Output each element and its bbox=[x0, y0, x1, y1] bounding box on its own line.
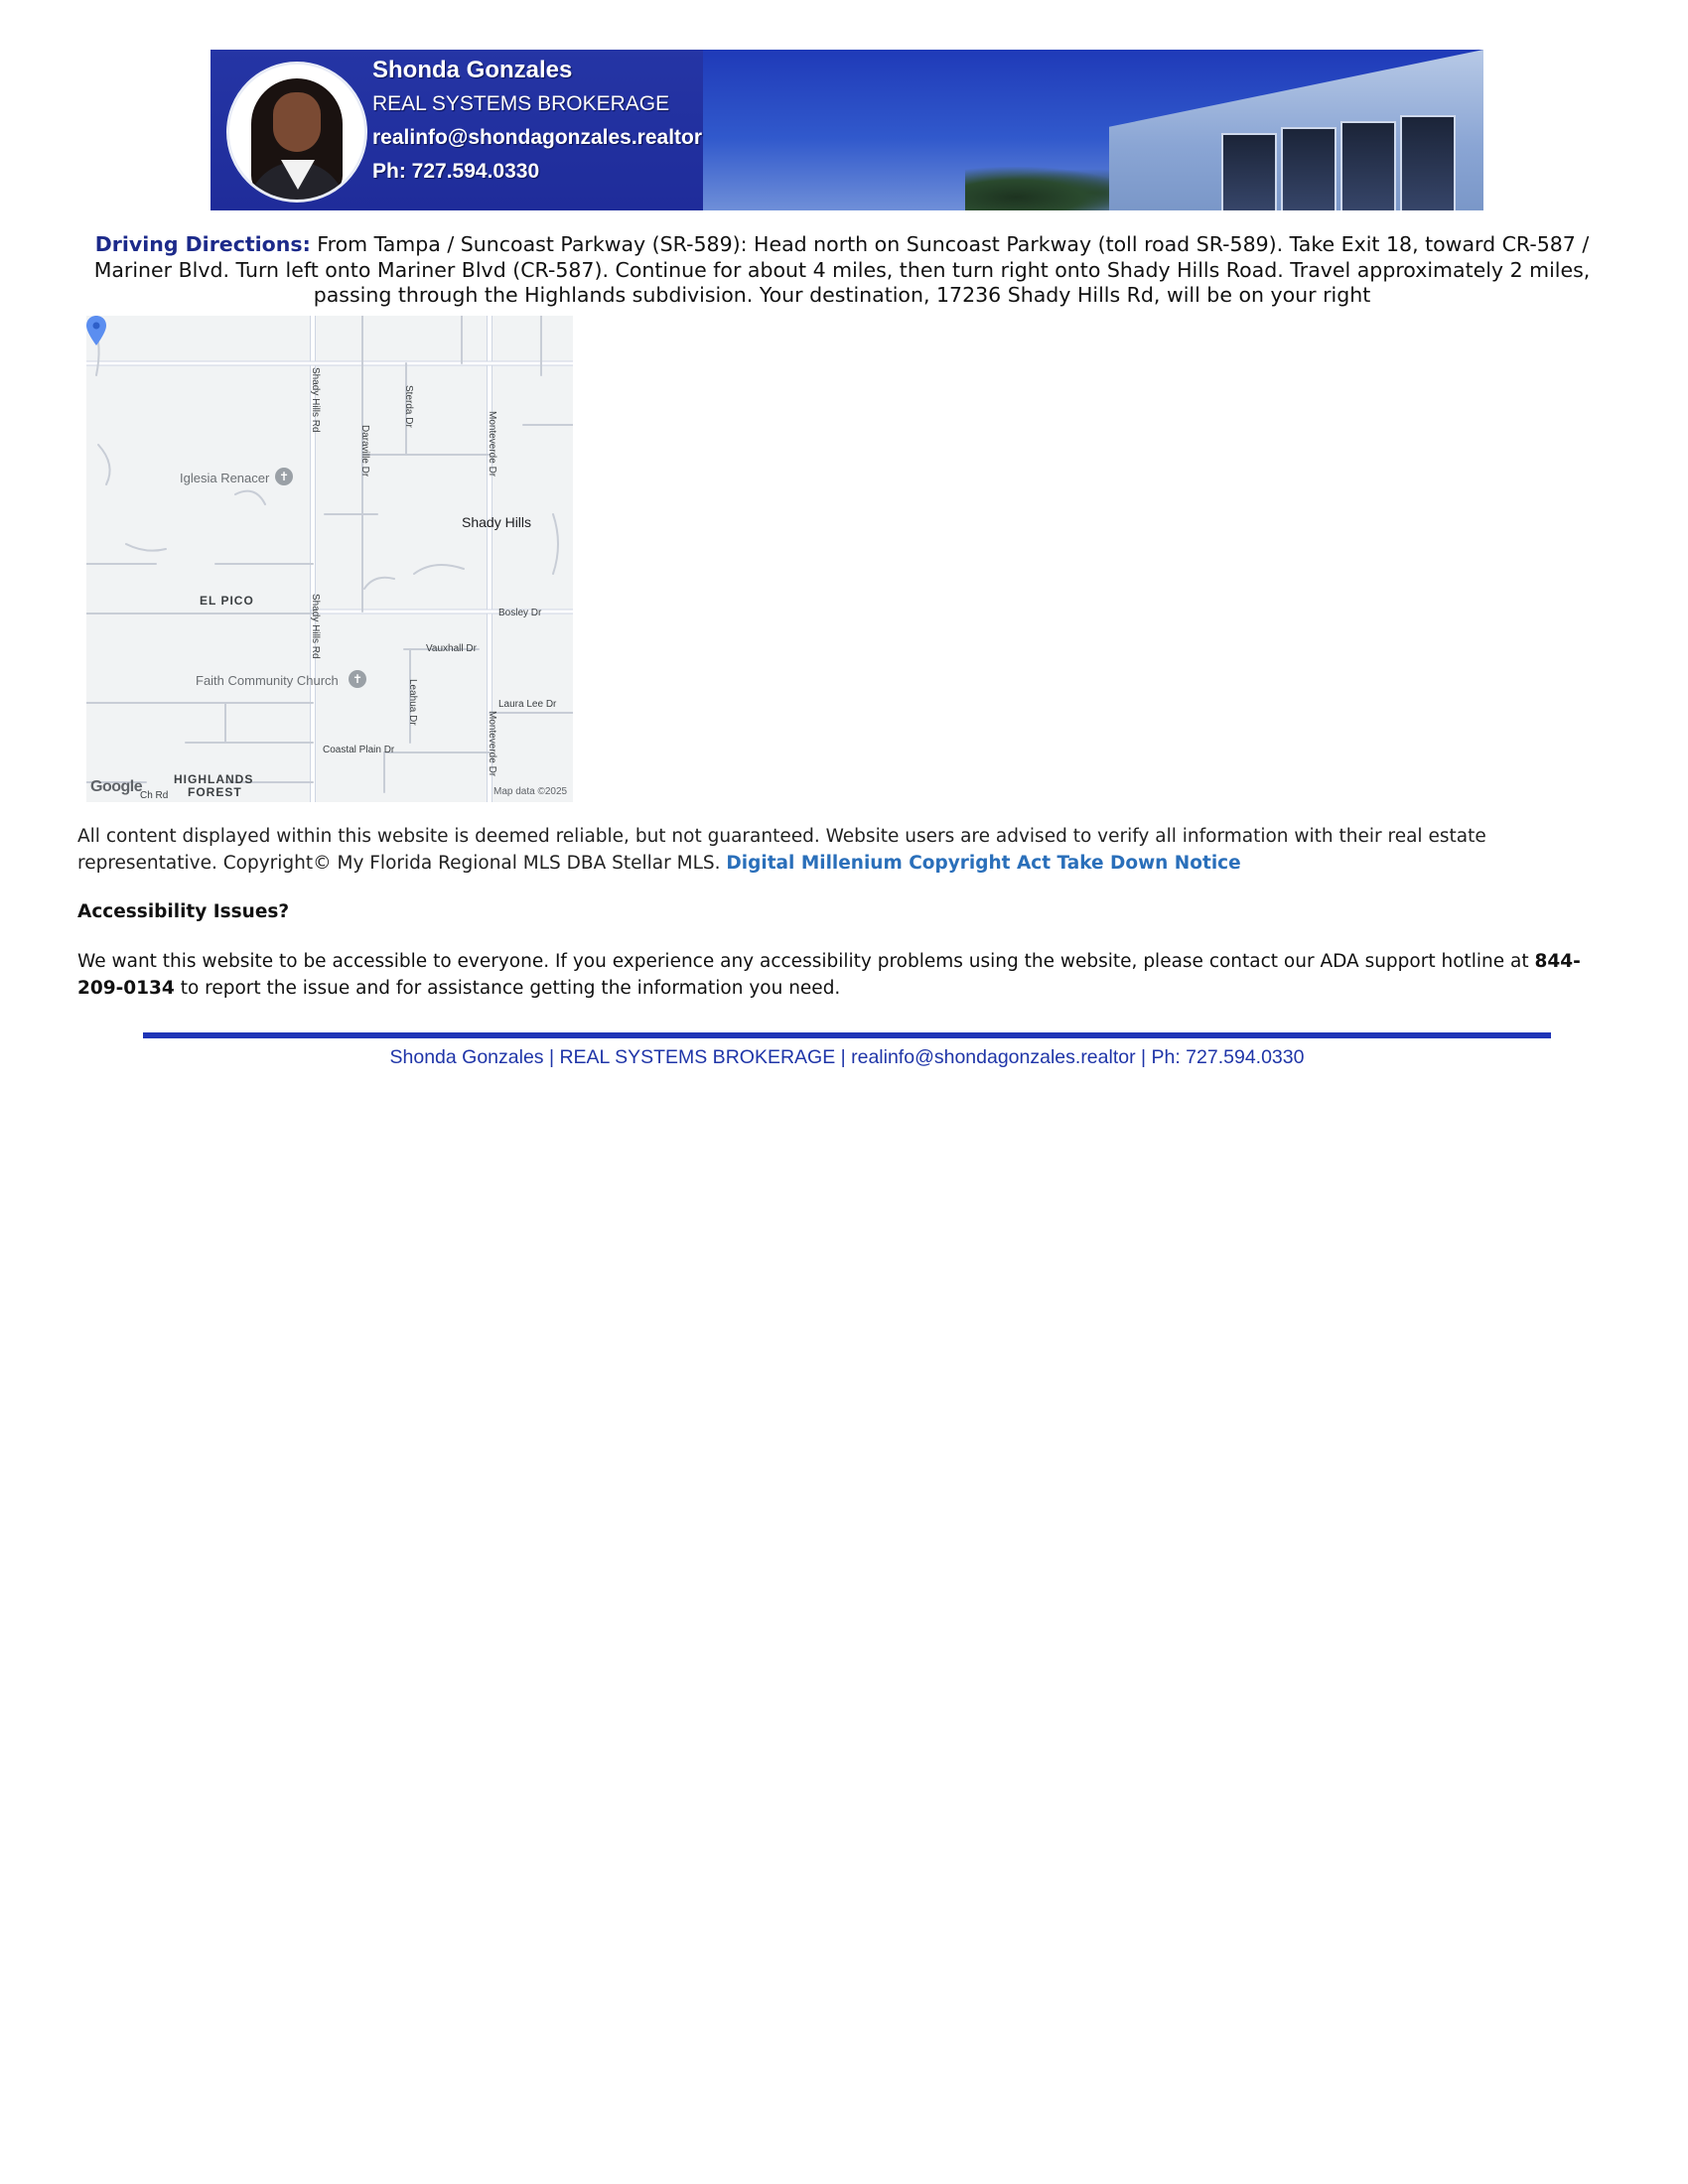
church-icon[interactable]: ✝ bbox=[275, 468, 293, 485]
banner-building-window bbox=[1281, 127, 1336, 210]
map-street-bottom-left: Ch Rd bbox=[140, 790, 169, 801]
map-poi-iglesia-renacer[interactable]: Iglesia Renacer bbox=[180, 471, 270, 485]
map-street-vauxhall: Vauxhall Dr bbox=[426, 643, 477, 654]
map-area-highlands: HIGHLANDS bbox=[174, 772, 254, 786]
map-street-sterda: Sterda Dr bbox=[403, 385, 414, 428]
mls-disclaimer bbox=[77, 824, 1587, 877]
footer-contact: Shonda Gonzales | REAL SYSTEMS BROKERAGE | realinfo@shondagonzales.realtor | Ph: 727.594.0330 bbox=[389, 1046, 1305, 1068]
driving-directions bbox=[77, 232, 1607, 309]
agent-avatar bbox=[226, 62, 367, 203]
banner-building-window bbox=[1221, 133, 1277, 210]
map-street-shady-hills-top: Shady Hills Rd bbox=[310, 367, 321, 433]
accessibility-text-before: We want this website to be accessible to everyone. If you experience any accessibility problems using the website, please contact our ADA support hotline at bbox=[77, 951, 1529, 972]
map-street-monteverde-bottom: Monteverde Dr bbox=[487, 711, 497, 777]
location-pin-icon[interactable] bbox=[86, 316, 106, 345]
map-roads bbox=[86, 316, 573, 802]
agent-name: Shonda Gonzales bbox=[372, 57, 573, 83]
map-street-daraville: Daraville Dr bbox=[359, 425, 370, 478]
map-poi-faith-community-church[interactable]: Faith Community Church bbox=[196, 673, 339, 688]
map-street-monteverde-top: Monteverde Dr bbox=[487, 411, 497, 478]
ada-hotline-number[interactable]: 844-209-0134 bbox=[77, 951, 1581, 999]
agent-contact-block bbox=[372, 54, 702, 189]
location-map[interactable] bbox=[86, 316, 573, 802]
driving-directions-label: Driving Directions: bbox=[94, 232, 311, 256]
map-attribution: Map data ©2025 bbox=[493, 786, 568, 797]
accessibility-heading: Accessibility Issues? bbox=[77, 901, 290, 922]
header-banner bbox=[211, 50, 1483, 210]
map-area-el-pico: EL PICO bbox=[200, 594, 254, 608]
footer-divider bbox=[143, 1032, 1551, 1038]
avatar-face bbox=[273, 92, 321, 152]
agent-email[interactable]: realinfo@shondagonzales.realtor bbox=[372, 126, 703, 149]
map-street-shady-hills-bottom: Shady Hills Rd bbox=[310, 594, 321, 659]
map-street-coastal-plain: Coastal Plain Dr bbox=[323, 745, 395, 755]
agent-brokerage: REAL SYSTEMS BROKERAGE bbox=[372, 92, 670, 115]
driving-directions-text: From Tampa / Suncoast Parkway (SR-589): Head north on Suncoast Parkway (toll road SR-589). Take Exit 18, toward CR-587 / Mariner Blvd. Turn left onto Mariner Blvd (CR-587). Continue for about 4 miles, then turn right onto Shady Hills Road. Travel approximately 2 miles, passing through the Highlands subdivision. Your destination, 17236 Shady Hills Rd, will be on your right bbox=[93, 232, 1591, 307]
accessibility-body bbox=[77, 949, 1587, 1002]
map-street-bosley: Bosley Dr bbox=[498, 608, 542, 618]
accessibility-text-after: to report the issue and for assistance getting the information you need. bbox=[180, 977, 841, 999]
dmca-takedown-link[interactable]: Digital Millenium Copyright Act Take Down Notice bbox=[726, 852, 1241, 874]
church-icon[interactable]: ✝ bbox=[349, 670, 366, 688]
banner-building-window bbox=[1340, 121, 1396, 210]
map-street-leahua: Leahua Dr bbox=[407, 679, 418, 726]
agent-phone[interactable]: Ph: 727.594.0330 bbox=[372, 160, 540, 183]
disclaimer-text: All content displayed within this website is deemed reliable, but not guaranteed. Website users are advised to verify all information with their real estate representative. Copyright© My Florida Regional MLS DBA Stellar MLS. bbox=[77, 826, 1486, 874]
banner-building-window bbox=[1400, 115, 1456, 210]
map-street-laura-lee: Laura Lee Dr bbox=[498, 699, 557, 710]
map-area-forest: FOREST bbox=[188, 785, 242, 799]
google-logo: Google bbox=[90, 778, 143, 795]
banner-trees bbox=[965, 167, 1134, 210]
map-town-shady-hills: Shady Hills bbox=[462, 514, 532, 530]
